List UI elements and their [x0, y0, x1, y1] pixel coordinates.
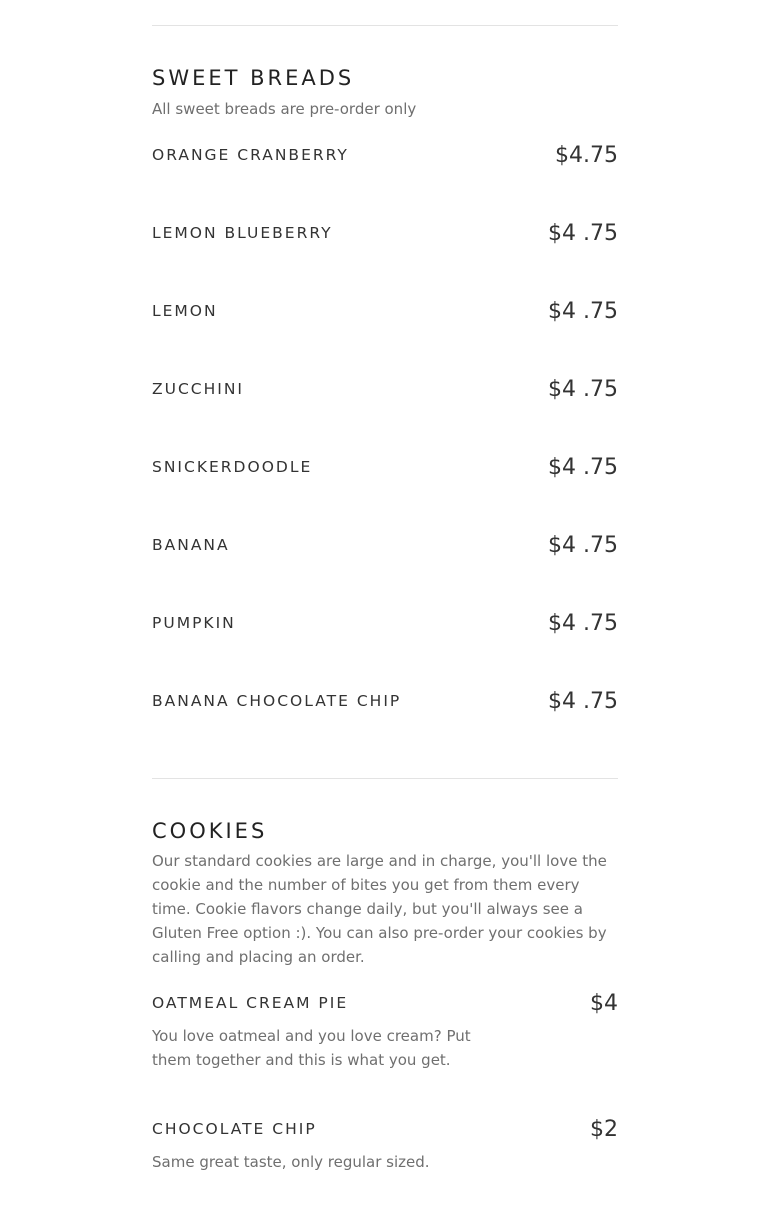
menu-item-name: BANANA — [152, 536, 230, 554]
section-title-cookies: COOKIES — [152, 819, 268, 843]
section-divider — [152, 778, 618, 779]
section-title-sweet-breads: SWEET BREADS — [152, 66, 355, 90]
menu-item-price: $4 .75 — [548, 221, 618, 246]
menu-item-name: CHOCOLATE CHIP — [152, 1120, 317, 1138]
menu-item-name: OATMEAL CREAM PIE — [152, 994, 349, 1012]
menu-item-description: You love oatmeal and you love cream? Put them together and this is what you get. — [152, 1027, 471, 1069]
menu-item-price: $4 .75 — [548, 455, 618, 480]
menu-item-price: $2 — [590, 1117, 618, 1142]
menu-item-name: SNICKERDOODLE — [152, 458, 313, 476]
menu-item-price: $4 .75 — [548, 689, 618, 714]
menu-item-price: $4 — [590, 991, 618, 1016]
menu-item-name: LEMON BLUEBERRY — [152, 224, 333, 242]
section-divider — [152, 25, 618, 26]
menu-item-price: $4.75 — [555, 143, 618, 168]
menu-item-name: PUMPKIN — [152, 614, 236, 632]
menu-item-name: ORANGE CRANBERRY — [152, 146, 349, 164]
menu-item-description: Same great taste, only regular sized. — [152, 1153, 430, 1171]
menu-item-price: $4 .75 — [548, 611, 618, 636]
menu-item-name: LEMON — [152, 302, 218, 320]
menu-item-price: $4 .75 — [548, 377, 618, 402]
section-description-sweet-breads: All sweet breads are pre-order only — [152, 100, 417, 118]
menu-item-price: $4 .75 — [548, 299, 618, 324]
menu-item-name: BANANA CHOCOLATE CHIP — [152, 692, 402, 710]
section-description-cookies: Our standard cookies are large and in charge, you'll love the cookie and the number of bites you get from them every time. Cookie flavors change daily, but you'll always see a Gluten Free option :). You can also pre-order your cookies by calling and placing an order. — [152, 852, 607, 966]
menu-item-name: ZUCCHINI — [152, 380, 245, 398]
menu-item-price: $4 .75 — [548, 533, 618, 558]
